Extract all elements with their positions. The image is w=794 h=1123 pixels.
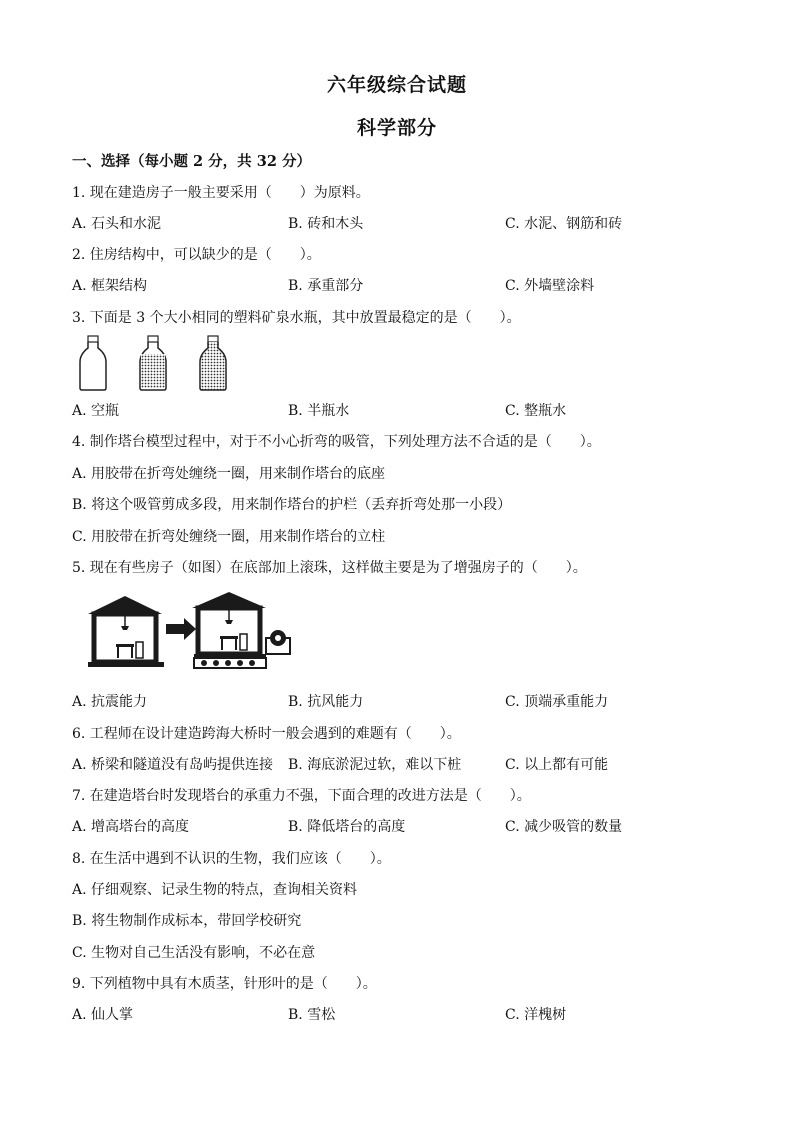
question-6: 6. 工程师在设计建造跨海大桥时一般会遇到的难题有（ ）。 <box>72 726 461 742</box>
option-c: C. 减少吸管的数量 <box>505 819 623 835</box>
question-9-options <box>72 1004 732 1024</box>
option-b: B. 将这个吸管剪成多段，用来制作塔台的护栏（丢弃折弯处那一小段） <box>72 497 512 513</box>
full-bottle-icon <box>200 336 226 390</box>
section-heading: 一、选择（每小题 2 分，共 32 分） <box>72 153 311 170</box>
question-5: 5. 现在有些房子（如图）在底部加上滚珠，这样做主要是为了增强房子的（ ）。 <box>72 560 587 576</box>
question-7-options <box>72 816 732 836</box>
question-3: 3. 下面是 3 个大小相同的塑料矿泉水瓶，其中放置最稳定的是（ ）。 <box>72 310 521 326</box>
option-c: C. 整瓶水 <box>505 403 567 419</box>
house-after-icon <box>192 592 290 668</box>
option-b: B. 砖和木头 <box>288 216 364 232</box>
question-1: 1. 现在建造房子一般主要采用（ ）为原料。 <box>72 185 370 201</box>
option-b: B. 将生物制作成标本，带回学校研究 <box>72 913 302 929</box>
question-2-options <box>72 275 732 295</box>
question-8: 8. 在生活中遇到不认识的生物，我们应该（ ）。 <box>72 851 391 867</box>
question-6-options <box>72 754 732 774</box>
option-a: A. 空瓶 <box>72 403 120 419</box>
question-5-options <box>72 691 732 711</box>
option-b: B. 雪松 <box>288 1007 336 1023</box>
option-c: C. 用胶带在折弯处缠绕一圈，用来制作塔台的立柱 <box>72 529 386 545</box>
option-a: A. 仔细观察、记录生物的特点，查询相关资料 <box>72 882 358 898</box>
page-subtitle: 科学部分 <box>356 117 437 139</box>
question-1-options <box>72 213 732 233</box>
house-before-icon <box>88 596 164 667</box>
option-c: C. 外墙壁涂料 <box>505 278 595 294</box>
option-a: A. 增高塔台的高度 <box>72 819 190 835</box>
house-rollers-figure <box>88 592 293 672</box>
page-title: 六年级综合试题 <box>326 74 467 96</box>
question-9: 9. 下列植物中具有木质茎，针形叶的是（ ）。 <box>72 976 377 992</box>
question-2: 2. 住房结构中，可以缺少的是（ ）。 <box>72 247 321 263</box>
option-a: A. 仙人掌 <box>72 1007 134 1023</box>
option-b: B. 降低塔台的高度 <box>288 819 406 835</box>
option-b: B. 半瓶水 <box>288 403 350 419</box>
option-c: C. 以上都有可能 <box>505 757 609 773</box>
option-c: C. 顶端承重能力 <box>505 694 609 710</box>
question-3-options <box>72 400 732 420</box>
option-a: A. 框架结构 <box>72 278 148 294</box>
arrow-right-icon <box>166 618 196 640</box>
option-a: A. 桥梁和隧道没有岛屿提供连接 <box>72 757 274 773</box>
question-7: 7. 在建造塔台时发现塔台的承重力不强，下面合理的改进方法是（ ）。 <box>72 788 531 804</box>
option-b: B. 承重部分 <box>288 278 364 294</box>
question-4: 4. 制作塔台模型过程中，对于不小心折弯的吸管，下列处理方法不合适的是（ ）。 <box>72 434 601 450</box>
option-a: A. 抗震能力 <box>72 694 148 710</box>
option-b: B. 海底淤泥过软，难以下桩 <box>288 757 462 773</box>
option-a: A. 用胶带在折弯处缠绕一圈，用来制作塔台的底座 <box>72 466 386 482</box>
option-c: C. 洋槐树 <box>505 1007 567 1023</box>
option-a: A. 石头和水泥 <box>72 216 162 232</box>
water-bottles-figure <box>78 334 248 392</box>
option-c: C. 生物对自己生活没有影响，不必在意 <box>72 945 316 961</box>
half-bottle-icon <box>140 336 166 390</box>
empty-bottle-icon <box>80 336 106 390</box>
option-c: C. 水泥、钢筋和砖 <box>505 216 623 232</box>
option-b: B. 抗风能力 <box>288 694 364 710</box>
